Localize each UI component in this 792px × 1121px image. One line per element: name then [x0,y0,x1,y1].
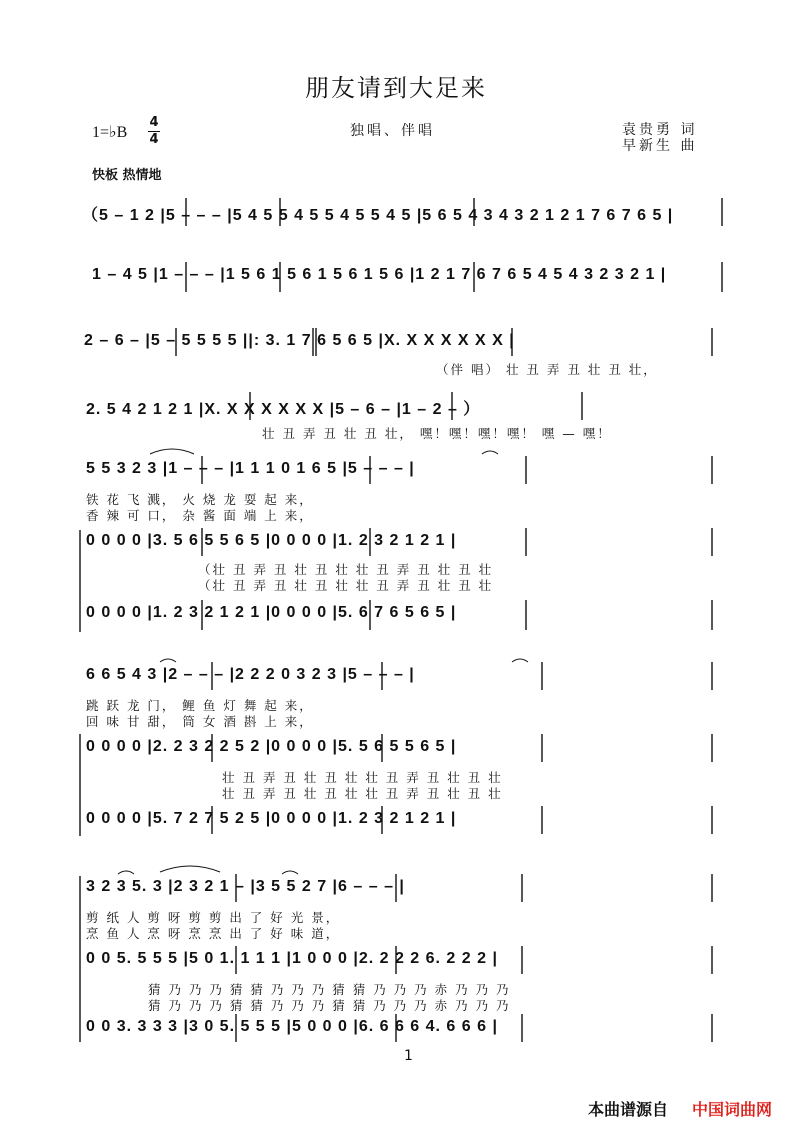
lyric-row-11-verse-2: 烹 鱼 人 烹 呀 烹 烹 出 了 好 味 道， [86,926,341,941]
footer-site-link[interactable]: 中国词曲网 [692,1100,773,1119]
tempo-marking: 快板 热情地 [92,168,162,183]
lyric-row-9-verse-1: 壮 丑 弄 丑 壮 丑 壮 壮 丑 弄 丑 壮 丑 壮 [222,770,503,785]
page-title: 朋友请到大足来 [305,74,487,102]
score-row-7: 0 0 0 0 |1. 2 3 2 1 2 1 |0 0 0 0 |5. 6 7 6 5 6 5 | [86,604,457,621]
time-signature-top: 4 [149,115,159,130]
lyric-row-11-verse-1: 剪 纸 人 剪 呀 剪 剪 出 了 好 光 景， [86,910,341,925]
lyric-row-8-verse-1: 跳 跃 龙 门， 鲤 鱼 灯 舞 起 来， [86,698,314,713]
footer-source-label: 本曲谱源自 [588,1100,669,1119]
score-row-5: 5 5 3 2 3 |1 – – – |1 1 1 0 1 6 5 |5 – – – | [86,460,415,477]
score-row-11: 3 2 3 5. 3 |2 3 2 1 – |3 5 5 2 7 |6 – – – | [86,878,405,895]
lyric-row-12-verse-1: 猜 乃 乃 乃 猜 猜 乃 乃 乃 猜 猜 乃 乃 乃 赤 乃 乃 乃 [148,982,511,997]
score-row-13: 0 0 3. 3 3 3 |3 0 5. 5 5 5 |5 0 0 0 |6. 6 6 6 4. 6 6 6 | [86,1018,498,1035]
lyricist: 袁贵勇 词 [622,122,698,138]
lyric-row-5-verse-2: 香 辣 可 口， 杂 酱 面 端 上 来， [86,508,314,523]
page-number: 1 [404,1048,413,1064]
lyric-row-8-verse-2: 回 味 甘 甜， 筒 女 酒 斟 上 来， [86,714,314,729]
lyric-row-5-verse-1: 铁 花 飞 溅， 火 烧 龙 耍 起 来， [86,492,314,507]
score-row-9: 0 0 0 0 |2. 2 3 2 2 5 2 |0 0 0 0 |5. 5 6 5 5 6 5 | [86,738,457,755]
score-row-3: 2 – 6 – |5 – 5 5 5 5 ||: 3. 1 7 6 5 6 5 |X. X X X X X X | [84,332,515,349]
performance-type: 独唱、伴唱 [350,123,435,139]
time-signature-bottom: 4 [149,132,159,147]
score-row-4: 2. 5 4 2 1 2 1 |X. X X X X X X |5 – 6 – |1 – 2 – ） [86,401,481,418]
score-row-10: 0 0 0 0 |5. 7 2 7 5 2 5 |0 0 0 0 |1. 2 3 2 1 2 1 | [86,810,457,827]
lyric-row-6-verse-2: （壮 丑 弄 丑 壮 丑 壮 壮 丑 弄 丑 壮 丑 壮 [198,578,494,593]
lyric-row-4: 壮 丑 弄 丑 壮 丑 壮， 嘿！嘿！嘿！嘿！ 嘿 — 嘿！ [262,426,612,441]
lyric-row-6-verse-1: （壮 丑 弄 丑 壮 丑 壮 壮 丑 弄 丑 壮 丑 壮 [198,562,494,577]
score-row-8: 6 6 5 4 3 |2 – – – |2 2 2 0 3 2 3 |5 – – – | [86,666,415,683]
lyric-row-9-verse-2: 壮 丑 弄 丑 壮 丑 壮 壮 丑 弄 丑 壮 丑 壮 [222,786,503,801]
lyric-row-12-verse-2: 猜 乃 乃 乃 猜 猜 乃 乃 乃 猜 猜 乃 乃 乃 赤 乃 乃 乃 [148,998,511,1013]
lyric-row-3: （伴 唱） 壮 丑 弄 丑 壮 丑 壮， [436,362,658,377]
score-row-1: （5 – 1 2 |5 – – – |5 4 5 5 4 5 5 4 5 5 4 5 |5 6 5 4 3 4 3 2 1 2 1 7 6 7 6 5 | [82,207,674,224]
score-row-2: 1 – 4 5 |1 – – – |1 5 6 1 5 6 1 5 6 1 5 6 |1 2 1 7 6 7 6 5 4 5 4 3 2 3 2 1 | [92,266,667,283]
key-signature: 1=♭B [92,124,128,141]
score-row-6: 0 0 0 0 |3. 5 6 5 5 6 5 |0 0 0 0 |1. 2 3 2 1 2 1 | [86,532,457,549]
score-row-12: 0 0 5. 5 5 5 |5 0 1. 1 1 1 |1 0 0 0 |2. 2 2 2 6. 2 2 2 | [86,950,498,967]
composer: 早新生 曲 [622,138,698,154]
